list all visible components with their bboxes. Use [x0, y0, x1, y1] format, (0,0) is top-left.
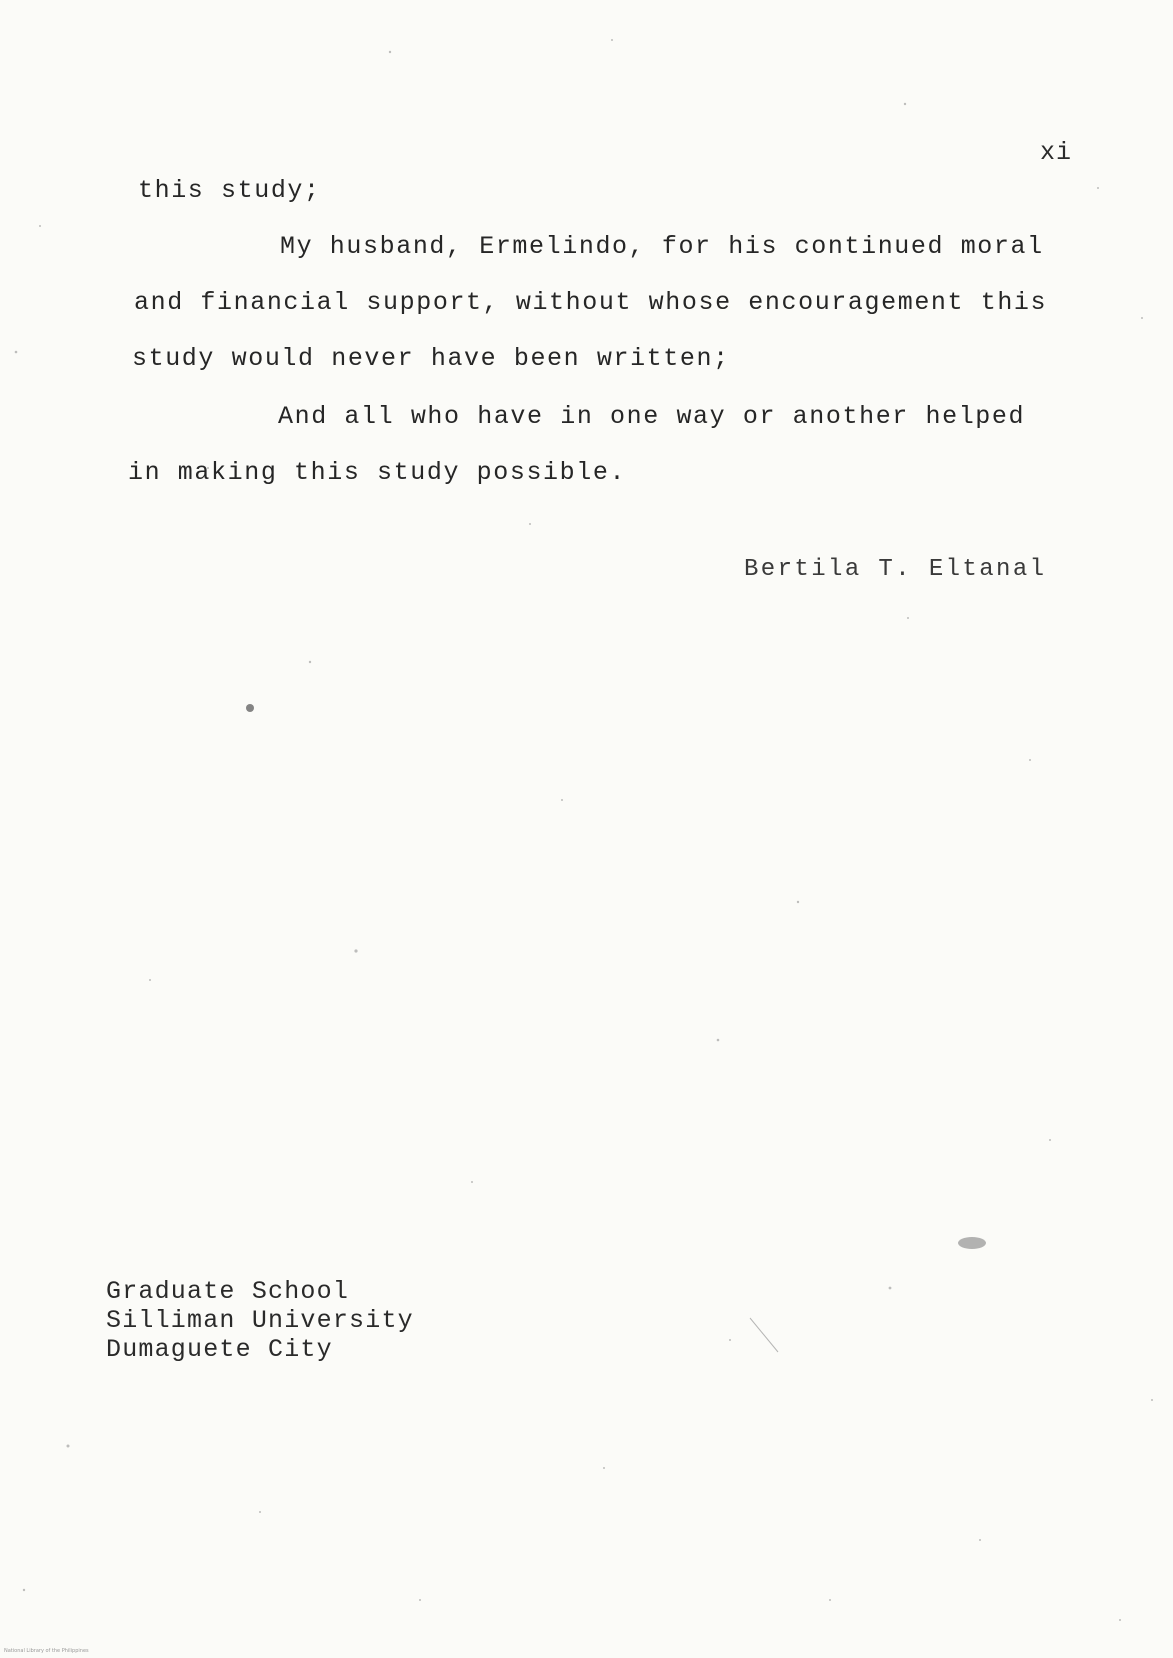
text-line-4: study would never have been written; [132, 344, 730, 373]
address-line-university: Silliman University [106, 1306, 414, 1335]
address-line-city: Dumaguete City [106, 1335, 333, 1364]
signature-name: Bertila T. Eltanal [744, 556, 1047, 583]
text-line-1: this study; [138, 176, 321, 205]
scan-footer: National Library of the Philippines [4, 1648, 89, 1654]
text-line-3: and financial support, without whose encouragement this [134, 288, 1048, 317]
text-line-2: My husband, Ermelindo, for his continued moral [280, 232, 1044, 261]
institution-address [106, 1277, 414, 1364]
text-line-5: And all who have in one way or another helped [278, 402, 1026, 431]
address-line-school: Graduate School [106, 1277, 350, 1306]
page-number: xi [1040, 138, 1073, 167]
text-line-6: in making this study possible. [128, 458, 627, 487]
